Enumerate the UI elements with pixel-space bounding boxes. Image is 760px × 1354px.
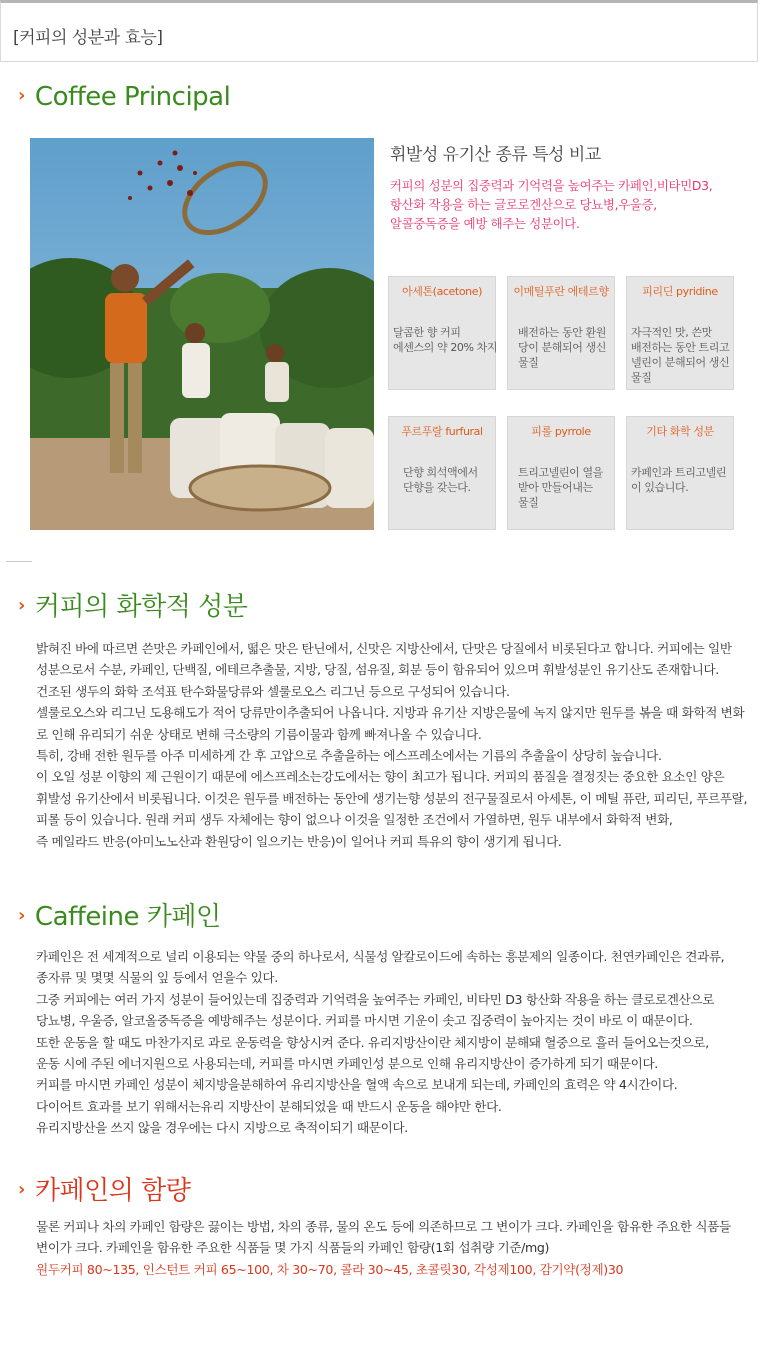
para-line: 밝혀진 바에 따르면 쓴맛은 카페인에서, 떫은 맛은 탄닌에서, 신맛은 지방산에서, 단맛은 당질에서 비롯된다고 합니다. 커피에는 일반 [36, 641, 732, 656]
card-body [389, 325, 498, 355]
card-line: 이 있습니다. [631, 481, 689, 494]
section-title-caffeine [18, 896, 221, 933]
card-body [389, 465, 495, 495]
card-line: 단향 희석액에서 [403, 466, 478, 479]
card-line: 자극적인 맛, 쓴맛 [631, 326, 712, 339]
card-body [627, 325, 733, 385]
para-line: 물론 커피나 차의 카페인 함량은 끓이는 방법, 차의 종류, 물의 온도 등에 의존하므로 그 변이가 크다. 카페인을 함유한 주요한 식품들 [36, 1219, 731, 1234]
coffee-harvest-photo [30, 138, 374, 530]
page-header [0, 0, 758, 62]
para-line: 카페인은 전 세계적으로 널리 이용되는 약물 중의 하나로서, 식물성 알칼로이드에 속하는 흥분제의 일종이다. 천연카페인은 견과류, [36, 949, 725, 964]
para-line: 그중 커피에는 여러 가지 성분이 들어있는데 집중력과 기억력을 높여주는 카페인, 비타민 D3 항산화 작용을 하는 클로로겐산으로 [36, 991, 715, 1007]
card-body [508, 325, 614, 370]
card-line: 물질 [518, 356, 539, 369]
card-title: 피롤 pyrrole [531, 425, 591, 438]
para-line: 휘발성 유기산에서 비롯됩니다. 이것은 원두를 배전하는 동안에 생기는향 성분의 전구물질로서 아세톤, 이 메틸 퓨란, 피리딘, 푸르푸랄, [36, 790, 748, 806]
para-line: 변이가 크다. 카페인을 함유한 주요한 식품들 몇 가지 식품들의 카페인 함량(1회 섭취량 기준/mg) [36, 1240, 550, 1256]
card-title: 피리딘 pyridine [642, 285, 718, 298]
card-body [508, 465, 614, 510]
para-line: 또한 운동을 할 때도 마찬가지로 과로 운동력을 향상시켜 준다. 유리지방산이란 체지방이 분해돼 혈중으로 흘러 들어오는것으로, [36, 1034, 709, 1050]
chevron-right-icon: › [18, 595, 25, 616]
card-line: 당이 분해되어 생신 [518, 341, 607, 354]
compound-card-pyrrole [507, 416, 615, 530]
card-line: 배전하는 동안 환원 [518, 326, 607, 339]
compare-title: 휘발성 유기산 종류 특성 비교 [390, 145, 601, 165]
card-line: 배전하는 동안 트리고 [631, 341, 730, 354]
card-body [627, 465, 733, 495]
card-line: 물질 [518, 496, 539, 509]
para-line: 유리지방산을 쓰지 않을 경우에는 다시 지방으로 축적이되기 때문이다. [36, 1120, 408, 1136]
card-line: 넬린이 분해되어 생신 [631, 356, 730, 369]
card-line: 달콤한 향 커피 [393, 326, 461, 339]
chevron-right-icon: › [18, 85, 25, 106]
section-title-text: 커피의 화학적 성분 [34, 592, 248, 622]
para-line: 커피를 마시면 카페인 성분이 체지방을분해하여 유리지방산을 혈액 속으로 보내게 되는데, 카페인의 효력은 약 4시간이다. [36, 1077, 678, 1093]
intro-line: 커피의 성분의 집중력과 기억력을 높여주는 카페인,비타민D3, [390, 178, 713, 193]
intro-line: 항산화 작용을 하는 글로로겐산으로 당뇨병,우울증, [390, 197, 657, 212]
para-line: 다이어트 효과를 보기 위해서는유리 지방산이 분해되었을 때 반드시 운동을 해야만 한다. [36, 1098, 502, 1114]
para-line: 피롤 등이 있습니다. 원래 커피 생두 자체에는 향이 없으나 이것을 일정한 조건에서 가열하면, 원두 내부에서 화학적 변화, [36, 812, 673, 828]
para-line: 성분으로서 수분, 카페인, 단백질, 에테르추출물, 지방, 당질, 섬유질, 회분 등이 함유되어 있으며 휘발성분인 유기산도 존재합니다. [36, 662, 719, 678]
compound-card-pyridine [626, 276, 734, 390]
compound-card-acetone [388, 276, 496, 390]
section-title-chemical [18, 586, 247, 623]
page-title: [커피의 성분과 효능] [13, 28, 163, 48]
para-line: 당뇨병, 우울증, 알코올중독증을 예방해주는 성분이다. 커피를 마시면 기운이 솟고 집중력이 높아지는 것이 바로 이 때문이다. [36, 1013, 693, 1029]
compound-card-other [626, 416, 734, 530]
card-title: 이메틸푸란 에테르향 [513, 285, 609, 298]
section-title-text: Coffee Principal [34, 82, 231, 112]
para-line: 건조된 생두의 화학 조석표 탄수화물당류와 셀룰로오스 리그닌 등으로 구성되어 있습니다. [36, 683, 510, 699]
section-title-caffeine-content [18, 1170, 190, 1207]
card-line: 트리고넬린이 열을 [518, 466, 603, 479]
caffeine-content-paragraph [36, 1216, 760, 1280]
section-title-text: Caffeine 카페인 [34, 902, 221, 932]
para-line: 운동 시에 주된 에너지원으로 사용되는데, 커피를 마시면 카페인성 분으로 인해 유리지방산이 증가하게 되기 때문이다. [36, 1056, 658, 1072]
compound-card-furfural [388, 416, 496, 530]
para-line: 이 오일 성분 이향의 제 근원이기 때문에 에스프레소는강도에서는 향이 최고가 됩니다. 커피의 품질을 결정짓는 중요한 요소인 양은 [36, 769, 725, 785]
chevron-right-icon: › [18, 905, 25, 926]
intro-text [390, 176, 752, 233]
photo-illustration [30, 138, 374, 530]
chemical-paragraph [36, 638, 760, 852]
card-line: 카페인과 트리고넬린 [631, 466, 727, 479]
caffeine-amounts-highlight: 원두커피 80~135, 인스턴트 커피 65~100, 차 30~70, 콜라 30~45, 초콜릿30, 각성제100, 감기약(정제)30 [36, 1261, 624, 1277]
section-title-coffee-principal [18, 82, 230, 112]
card-line: 받아 만들어내는 [518, 481, 593, 494]
para-line: 즉 메일라드 반응(아미노노산과 환원당이 일으키는 반응)이 일어나 커피 특유의 향이 생기게 됩니다. [36, 833, 562, 849]
card-title: 푸르푸랄 furfural [401, 425, 483, 438]
card-line: 물질 [631, 371, 652, 384]
chevron-right-icon: › [18, 1179, 25, 1200]
section-divider [6, 561, 32, 562]
card-title: 아세톤(acetone) [402, 285, 482, 298]
card-line: 에센스의 약 20% 차지 [393, 341, 498, 354]
card-line: 단향을 갖는다. [403, 481, 471, 494]
para-line: 셀룰로오스와 리그닌 도용해도가 적어 당류만이추출되어 나옵니다. 지방과 유기산 지방은물에 녹지 않지만 원두를 볶을 때 화학적 변화 [36, 705, 745, 721]
caffeine-paragraph [36, 946, 760, 1139]
card-title: 기타 화학 성분 [646, 425, 714, 438]
para-line: 로 인해 유리되기 쉬운 상태로 변해 극소량의 기름이물과 함께 빠져나올 수 있습니다. [36, 726, 482, 742]
para-line: 종자류 및 몇몇 식물의 잎 등에서 얻을수 있다. [36, 970, 278, 986]
compound-card-methylfuran [507, 276, 615, 390]
para-line: 특히, 강배 전한 원두를 아주 미세하게 간 후 고압으로 추출을하는 에스프레소에서는 기름의 추출율이 상당히 높습니다. [36, 748, 662, 764]
section-title-text: 카페인의 함량 [34, 1176, 191, 1206]
intro-line: 알콜중독증을 예방 해주는 성분이다. [390, 216, 580, 231]
